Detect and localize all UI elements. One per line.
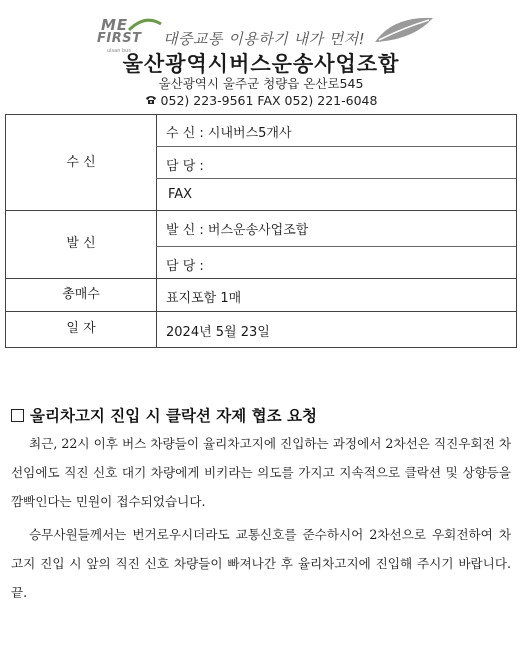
leaf-icon <box>373 14 435 46</box>
logo-text-me: ME <box>101 16 129 34</box>
sender-label: 발 신 <box>66 236 96 251</box>
row-divider <box>156 178 516 179</box>
recipient-to: 수 신 : 시내버스5개사 <box>166 126 292 141</box>
column-divider <box>156 115 157 347</box>
body-paragraph-1: 최근, 22시 이후 버스 차량들이 율리차고지에 진입하는 과정에서 2차선은 직진우회전 차선임에도 직진 신호 대기 차량에게 비키라는 의도를 가지고 지속적으로 클락션 및 상향등을 깜빡인다는 민원이 접수되었습니다. <box>11 436 511 509</box>
sender-from: 발 신 : 버스운송사업조합 <box>166 223 309 238</box>
sender-person: 담 당 : <box>166 259 204 274</box>
body-paragraph-2: 승무사원들께서는 번거로우시더라도 교통신호를 준수하시어 2차선으로 우회전하여 차고지 진입 시 앞의 직진 신호 차량들이 빠져나간 후 율리차고지에 진입해 주시기 바랍니다. 끝. <box>11 527 511 600</box>
slogan: 대중교통 이용하기 내가 먼저! <box>163 30 366 48</box>
recipient-fax: FAX <box>168 187 193 202</box>
fax-cover-document <box>5 4 517 658</box>
recipient-person: 담 당 : <box>166 159 204 174</box>
row-divider <box>156 146 516 147</box>
letterhead <box>5 4 517 110</box>
logo-text-first: FIRST <box>97 31 142 46</box>
subject-text: 울리차고지 진입 시 클락션 자제 협조 요청 <box>30 407 317 425</box>
contact-numbers: 052) 223-9561 FAX 052) 221-6048 <box>160 93 378 108</box>
recipient-label: 수 신 <box>66 155 96 170</box>
date-label: 일 자 <box>66 321 96 336</box>
subject-line <box>11 404 317 426</box>
telephone-icon <box>145 95 157 105</box>
date-value: 2024년 5월 23일 <box>166 325 270 340</box>
row-divider <box>156 246 516 247</box>
contact-line <box>5 93 517 108</box>
checkbox-bullet-icon <box>11 409 24 422</box>
pages-value: 표지포함 1매 <box>166 291 242 306</box>
organization-name: 울산광역시버스운송사업조합 <box>122 52 400 76</box>
pages-label: 총매수 <box>62 287 100 302</box>
logo-subtext: ulsan bus <box>107 48 131 54</box>
routing-table <box>5 114 517 348</box>
organization-address: 울산광역시 울주군 청량읍 온산로545 <box>158 76 364 91</box>
